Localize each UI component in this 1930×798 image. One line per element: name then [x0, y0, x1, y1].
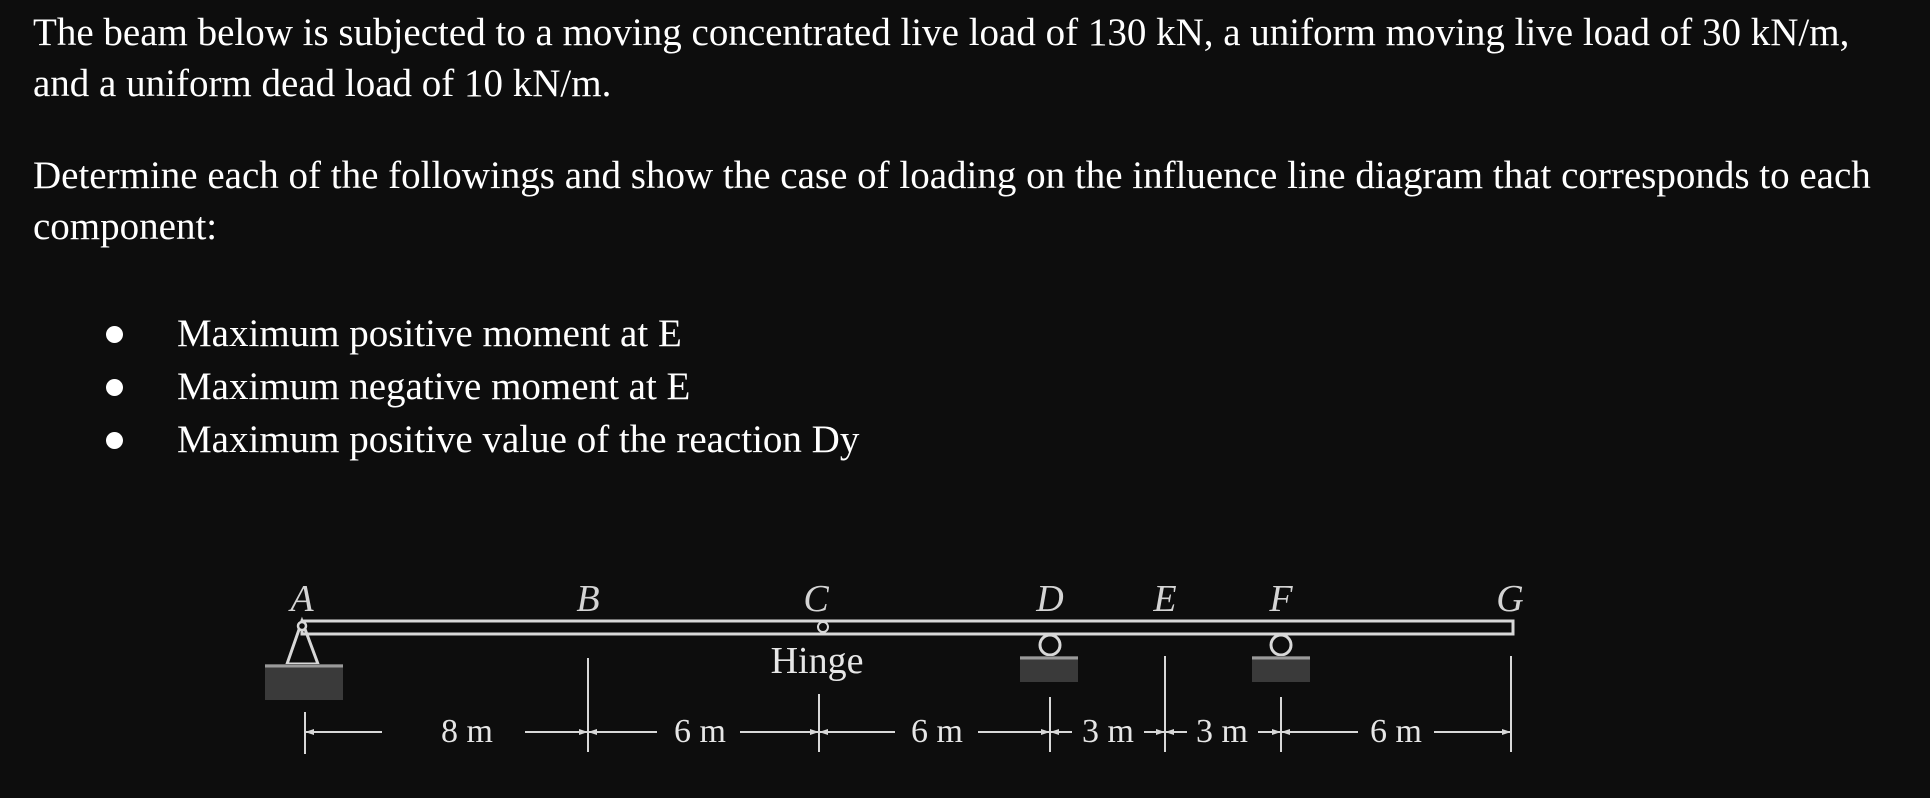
roller-support-d — [1020, 635, 1078, 682]
point-label-b: B — [576, 578, 600, 620]
point-label-g: G — [1496, 578, 1524, 620]
point-label-e: E — [1153, 578, 1177, 620]
hinge-label: Hinge — [770, 640, 864, 682]
point-label-a: A — [290, 578, 314, 620]
task-text: Maximum positive moment at E — [177, 312, 682, 355]
point-label-d: D — [1036, 578, 1064, 620]
problem-statement: The beam below is subjected to a moving concentrated live load of 130 kN, a uniform moving live load of 30 kN/m, and a uniform dead load of 10 kN/m. — [33, 11, 1850, 105]
beam — [302, 621, 1513, 634]
point-label-c: C — [803, 578, 829, 620]
span-label-cd: 6 m — [911, 713, 963, 750]
roller-support-f — [1252, 635, 1310, 682]
point-label-f: F — [1269, 578, 1293, 620]
span-label-bc: 6 m — [674, 713, 726, 750]
span-label-fg: 6 m — [1370, 713, 1422, 750]
hinge-c — [818, 622, 828, 632]
span-label-ef: 3 m — [1196, 713, 1248, 750]
instructions: Determine each of the followings and show the case of loading on the influence line diagram that corresponds to each component: — [33, 154, 1871, 248]
task-text: Maximum positive value of the reaction Dy — [177, 418, 860, 461]
span-label-de: 3 m — [1082, 713, 1134, 750]
span-label-ab: 8 m — [441, 713, 493, 750]
task-text: Maximum negative moment at E — [177, 365, 691, 408]
